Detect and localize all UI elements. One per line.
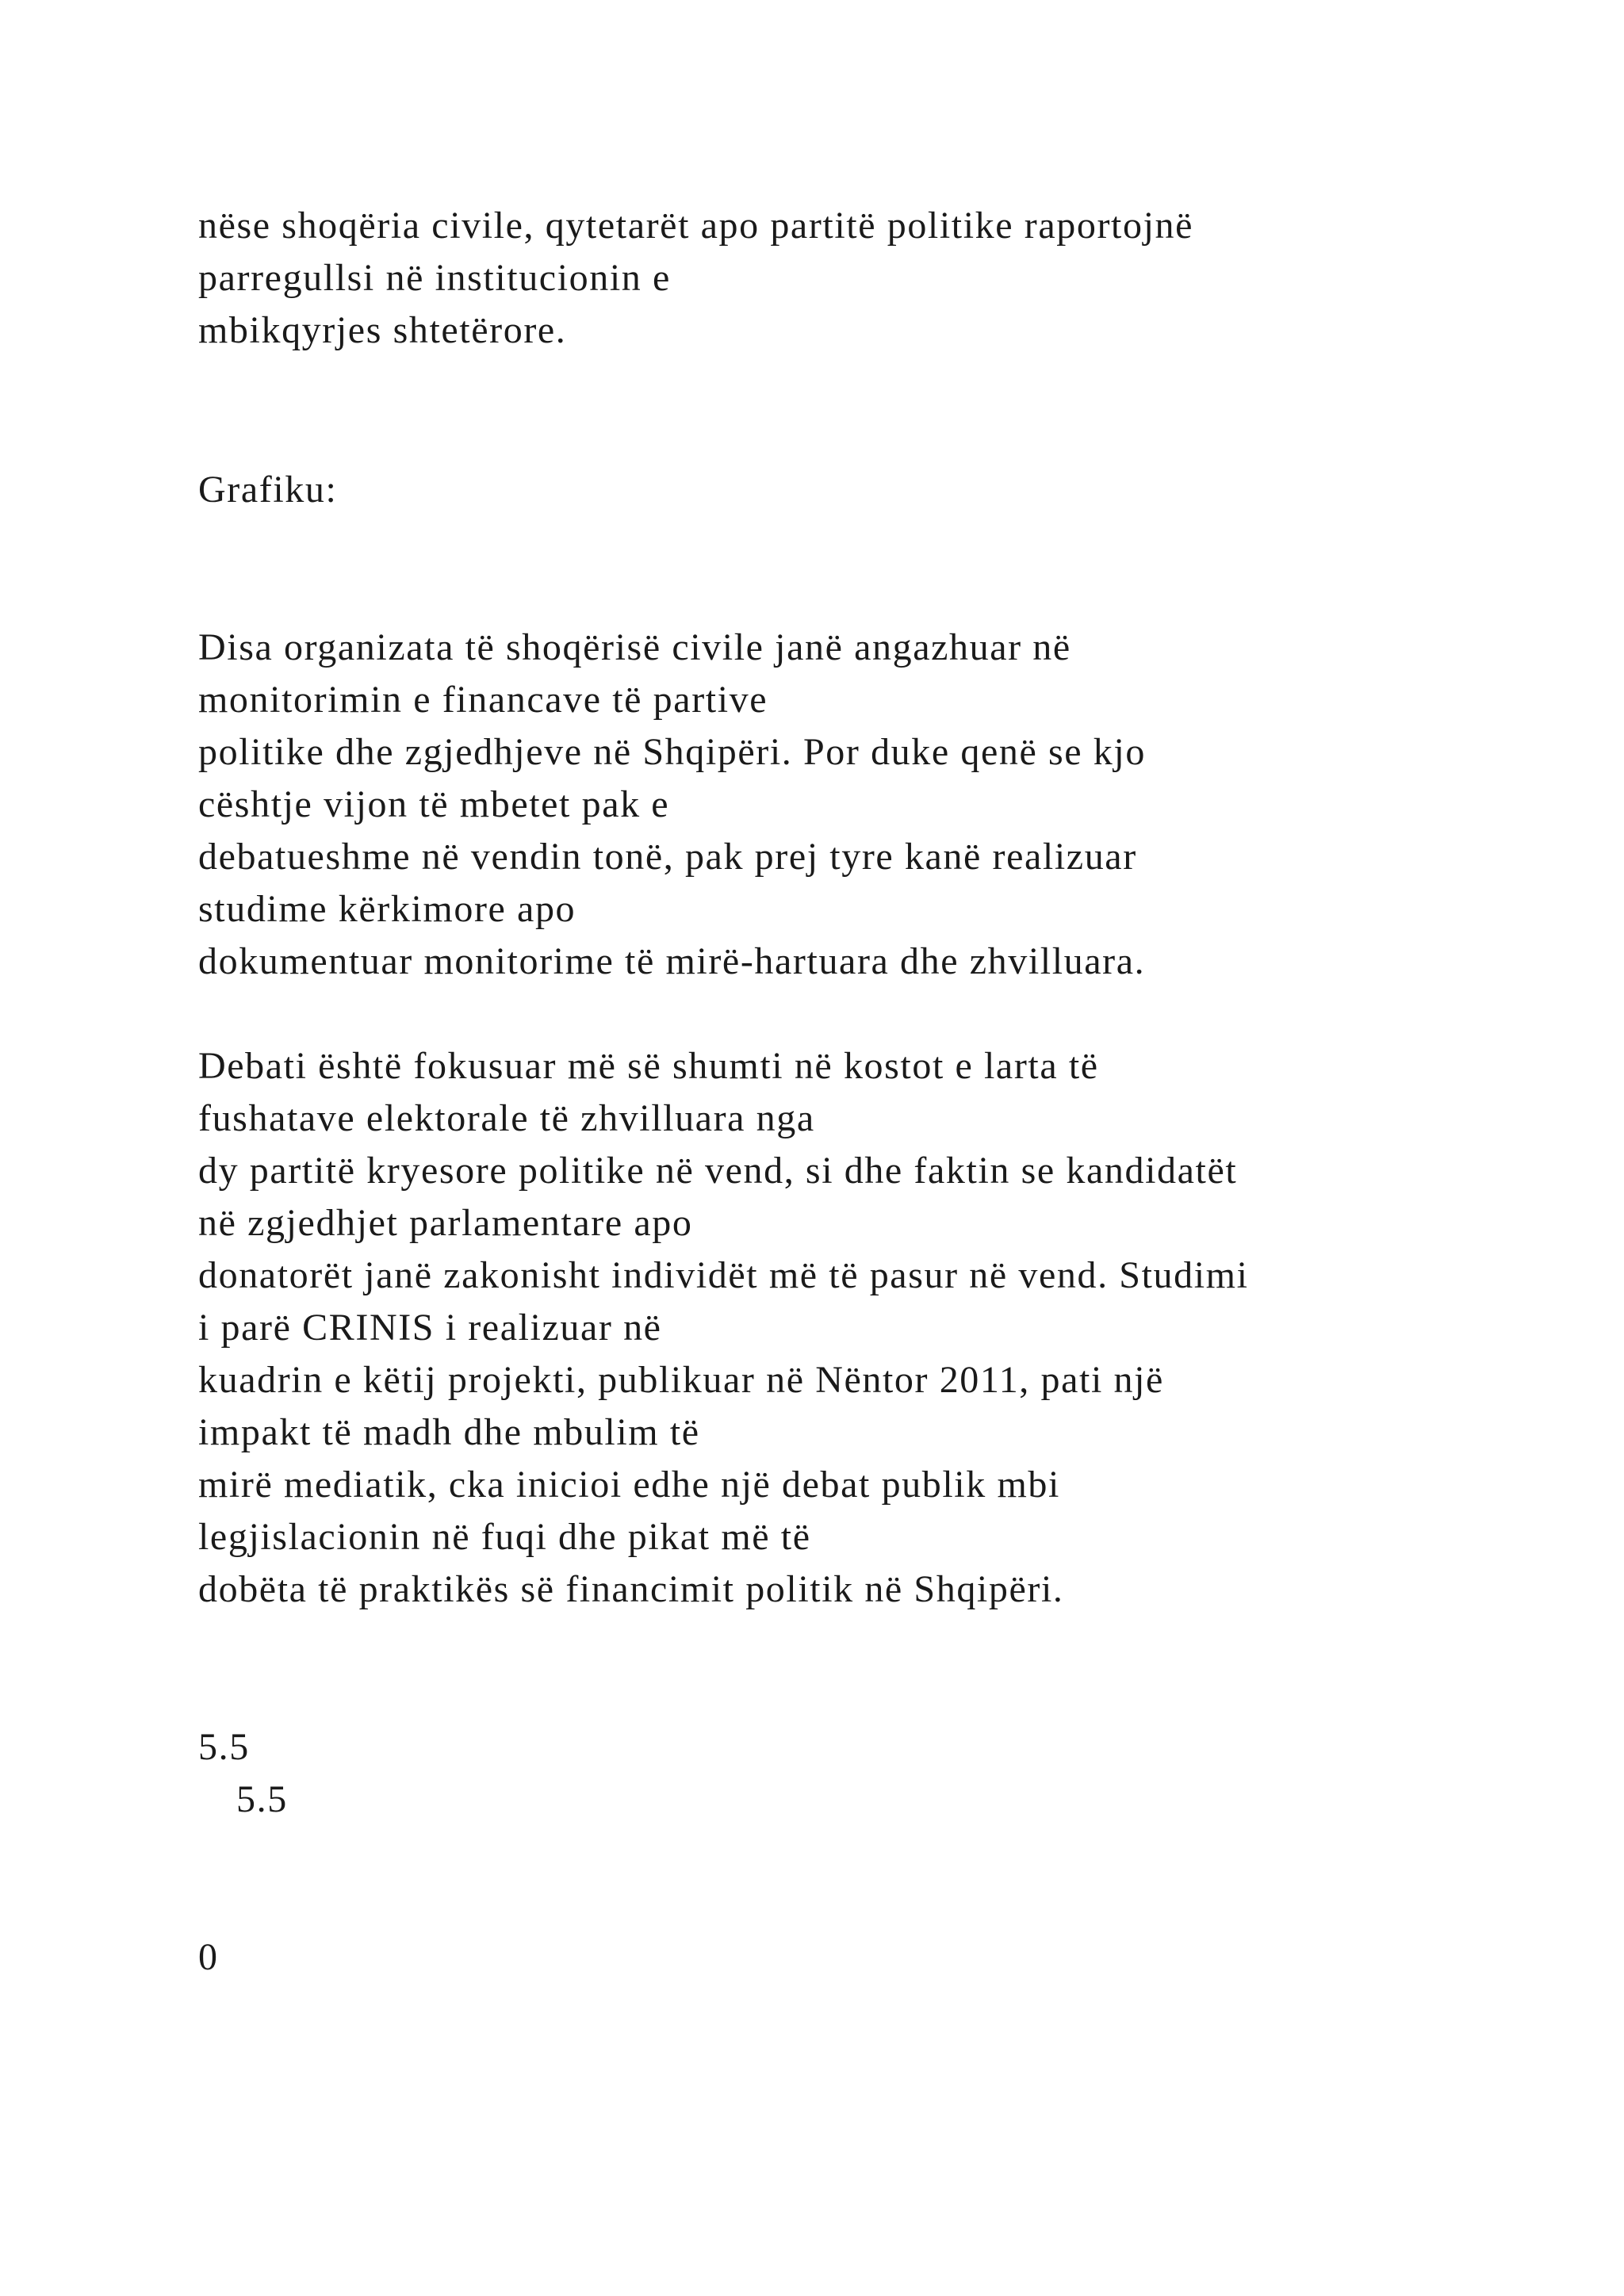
paragraph-line: nëse shoqëria civile, qytetarët apo partitë politike raportojnë xyxy=(198,205,1194,247)
value-label: 5.5 xyxy=(236,1778,288,1820)
paragraph-line: impakt të madh dhe mbulim të xyxy=(198,1411,700,1453)
paragraph-line: debatueshme në vendin tonë, pak prej tyre kanë realizuar xyxy=(198,836,1137,878)
paragraph-line: mbikqyrjes shtetërore. xyxy=(198,309,567,351)
paragraph-line: kuadrin e këtij projekti, publikuar në Nëntor 2011, pati një xyxy=(198,1359,1164,1401)
paragraph-line: fushatave elektorale të zhvilluara nga xyxy=(198,1097,815,1139)
paragraph-line: në zgjedhjet parlamentare apo xyxy=(198,1202,693,1244)
paragraph-line: dokumentuar monitorime të mirë-hartuara dhe zhvilluara. xyxy=(198,940,1146,982)
paragraph-line: donatorët janë zakonisht individët më të pasur në vend. Studimi xyxy=(198,1254,1249,1296)
paragraph-line: dy partitë kryesore politike në vend, si dhe faktin se kandidatët xyxy=(198,1150,1238,1192)
paragraph-line: i parë CRINIS i realizuar në xyxy=(198,1307,662,1349)
paragraph-line: Debati është fokusuar më së shumti në kostot e larta të xyxy=(198,1045,1099,1087)
paragraph-line: studime kërkimore apo xyxy=(198,888,576,930)
value-label: 0 xyxy=(198,1936,219,1978)
paragraph-line: parregullsi në institucionin e xyxy=(198,257,671,299)
paragraph-line: cështje vijon të mbetet pak e xyxy=(198,783,670,825)
paragraph-line: monitorimin e financave të partive xyxy=(198,679,768,721)
paragraph-line: Disa organizata të shoqërisë civile janë angazhuar në xyxy=(198,626,1071,668)
paragraph-line: legjislacionin në fuqi dhe pikat më të xyxy=(198,1516,811,1558)
value-label: 5.5 xyxy=(198,1726,250,1768)
paragraph-line: dobëta të praktikës së financimit politik në Shqipëri. xyxy=(198,1568,1064,1610)
paragraph-line: mirë mediatik, cka inicioi edhe një debat publik mbi xyxy=(198,1464,1060,1506)
paragraph-line: politike dhe zgjedhjeve në Shqipëri. Por duke qenë se kjo xyxy=(198,731,1146,773)
section-heading: Grafiku: xyxy=(198,469,338,511)
